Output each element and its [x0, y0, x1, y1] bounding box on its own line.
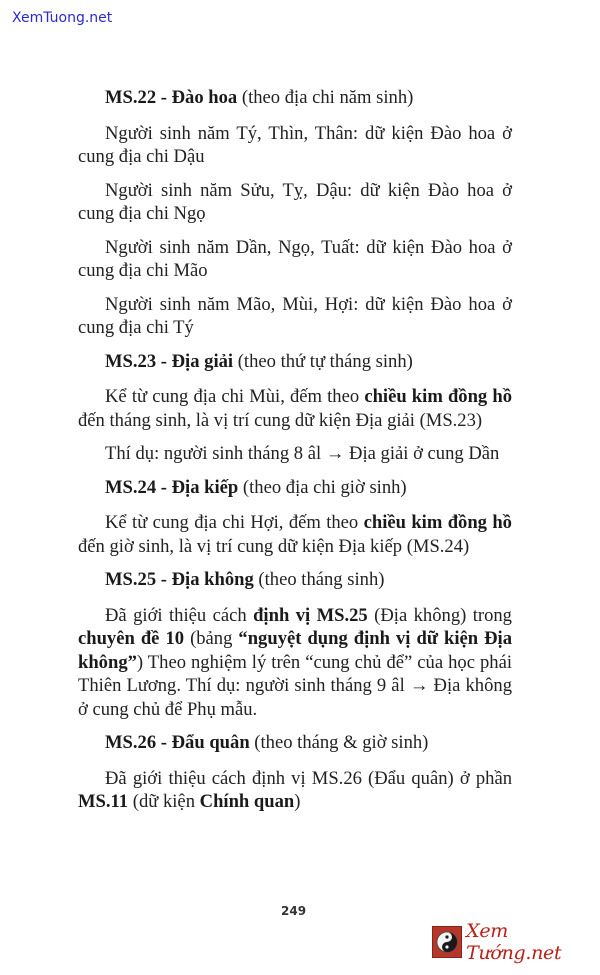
text-run: Đã giới thiệu cách	[105, 604, 254, 626]
example-line: Thí dụ: người sinh tháng 8 âl → Địa giải ở cung Dần	[105, 443, 500, 464]
text-run-bold: chiều kim đồng hồ	[364, 386, 512, 407]
text-run-bold: MS.11	[78, 791, 129, 812]
paragraph: Người sinh năm Sửu, Tỵ, Dậu: dữ kiện Đào hoa ở cung địa chi Ngọ	[78, 179, 512, 224]
heading-note: (theo tháng & giờ sinh)	[249, 732, 429, 753]
site-logo	[432, 920, 600, 964]
text-run: (Địa không) trong	[367, 604, 512, 626]
heading-code: MS.26 - Đẩu quân	[105, 732, 250, 753]
text-run: ) Theo nghiệm lý trên “cung chủ để” của học phái Thiên Lương. Thí dụ: người sinh tháng 9 âl → Địa không ở cung chủ để Phụ mẫu.	[78, 651, 512, 720]
text-run: (bảng	[184, 628, 239, 649]
heading-code: MS.23 - Địa giải	[105, 350, 234, 372]
text-run: đến tháng sinh, là vị trí cung dữ kiện Địa giải (MS.23)	[78, 409, 483, 431]
section-heading-ms22	[78, 86, 512, 110]
logo-text: Xem Tướng.net	[466, 920, 562, 964]
site-watermark: XemTuong.net	[12, 10, 113, 26]
heading-code: MS.22 - Đào hoa	[105, 87, 238, 108]
text-run: )	[294, 791, 301, 812]
paragraph: Người sinh năm Tý, Thìn, Thân: dữ kiện Đào hoa ở cung địa chi Dậu	[78, 122, 512, 167]
text-run-bold: định vị MS.25	[253, 604, 368, 626]
page-body	[78, 86, 512, 824]
paragraph: Người sinh năm Dần, Ngọ, Tuất: dữ kiện Đào hoa ở cung địa chi Mão	[78, 236, 512, 281]
section-heading-ms26	[78, 731, 512, 755]
heading-note: (theo thứ tự tháng sinh)	[233, 350, 413, 372]
section-heading-ms23	[78, 350, 512, 374]
text-run-bold: chuyên đề 10	[78, 628, 185, 649]
paragraph	[78, 511, 512, 558]
heading-note: (theo địa chi giờ sinh)	[238, 476, 407, 498]
text-run: Kể từ cung địa chi Mùi, đếm theo	[105, 386, 365, 407]
heading-note: (theo tháng sinh)	[253, 569, 385, 590]
heading-code: MS.24 - Địa kiếp	[105, 476, 239, 498]
paragraph	[78, 767, 512, 814]
heading-note: (theo địa chi năm sinh)	[237, 87, 414, 108]
heading-code: MS.25 - Địa không	[105, 569, 254, 590]
text-run: Đã giới thiệu cách định vị MS.26 (Đẩu quân) ở phần	[105, 767, 512, 789]
section-heading-ms24	[78, 476, 512, 500]
text-run-bold: “nguyệt dụng định vị dữ kiện Địa không”	[78, 628, 512, 673]
paragraph	[78, 604, 512, 722]
section-heading-ms25	[78, 568, 512, 592]
text-run: (dữ kiện	[128, 791, 200, 812]
yin-yang-icon	[432, 926, 462, 958]
text-run-bold: chiều kim đồng hồ	[363, 512, 512, 533]
page-number: 249	[281, 904, 307, 918]
text-run-bold: Chính quan	[199, 791, 295, 812]
paragraph	[78, 385, 512, 432]
text-run: Kể từ cung địa chi Hợi, đếm theo	[105, 512, 364, 533]
paragraph: Người sinh năm Mão, Mùi, Hợi: dữ kiện Đào hoa ở cung địa chi Tý	[78, 293, 512, 338]
text-run: đến giờ sinh, là vị trí cung dữ kiện Địa kiếp (MS.24)	[78, 535, 470, 557]
